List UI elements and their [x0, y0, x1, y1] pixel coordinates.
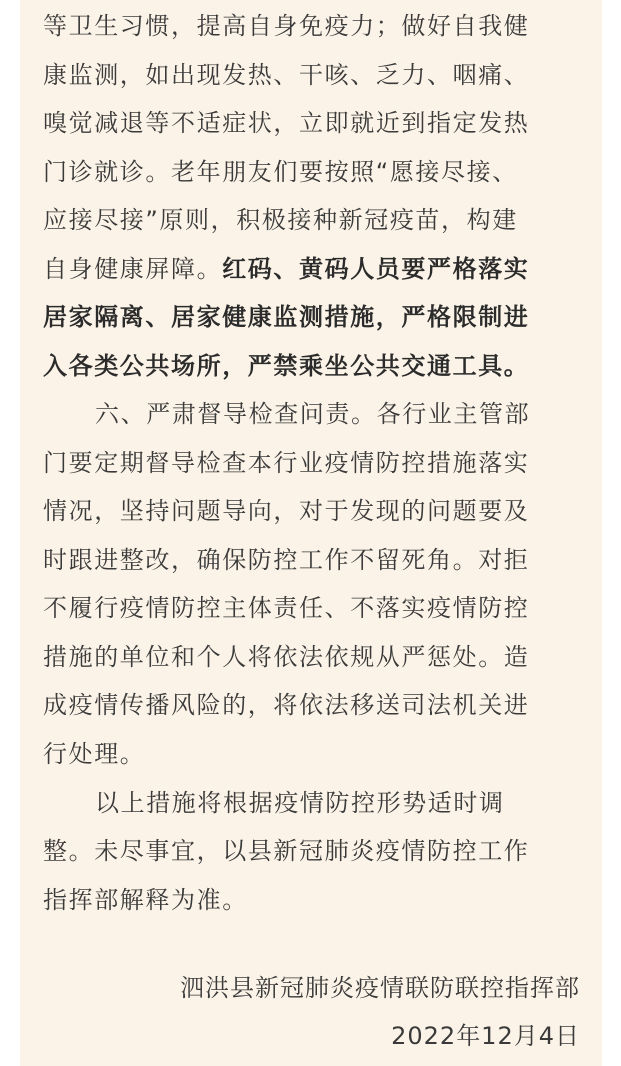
- paragraph-text: 自身健康屏障。: [43, 255, 223, 283]
- paragraph-line: 不履行疫情防控主体责任、不落实疫情防控: [43, 594, 530, 622]
- paragraph-line: 六、严肃督导检查问责。各行业主管部: [95, 400, 531, 428]
- paragraph-line: 等卫生习惯，提高自身免疫力；做好自我健: [43, 12, 530, 40]
- signature-date: 2022年12月4日: [391, 1022, 580, 1050]
- emphasis-line: 入各类公共场所，严禁乘坐公共交通工具。: [43, 352, 530, 380]
- emphasis-line: 居家隔离、居家健康监测措施，严格限制进: [43, 303, 530, 331]
- signature-organization: 泗洪县新冠肺炎疫情联防联控指挥部: [180, 974, 580, 1002]
- paragraph-line: 措施的单位和个人将依法依规从严惩处。造: [43, 643, 530, 671]
- paragraph-line: 门诊就诊。老年朋友们要按照“愿接尽接、: [43, 158, 518, 186]
- paragraph-line: 时跟进整改，确保防控工作不留死角。对拒: [43, 546, 530, 574]
- paragraph-line: 以上措施将根据疫情防控形势适时调: [95, 789, 505, 817]
- paragraph-line-mixed: [43, 245, 583, 293]
- paragraph-line: 应接尽接”原则，积极接种新冠疫苗，构建: [43, 206, 518, 234]
- paragraph-line: 成疫情传播风险的，将依法移送司法机关进: [43, 691, 530, 719]
- paragraph-line: 指挥部解释为准。: [43, 886, 248, 914]
- paragraph-line: 情况，坚持问题导向，对于发现的问题要及: [43, 497, 530, 525]
- article-body: [20, 0, 602, 1066]
- paragraph-line: 嗅觉减退等不适症状，立即就近到指定发热: [43, 109, 530, 137]
- paragraph-line: 门要定期督导检查本行业疫情防控措施落实: [43, 449, 530, 477]
- emphasis-text: 红码、黄码人员要严格落实: [222, 255, 530, 283]
- paragraph-line: 行处理。: [43, 740, 146, 768]
- paragraph-line: 整。未尽事宜，以县新冠肺炎疫情防控工作: [43, 837, 530, 865]
- paragraph-line: 康监测，如出现发热、干咳、乏力、咽痛、: [43, 61, 530, 89]
